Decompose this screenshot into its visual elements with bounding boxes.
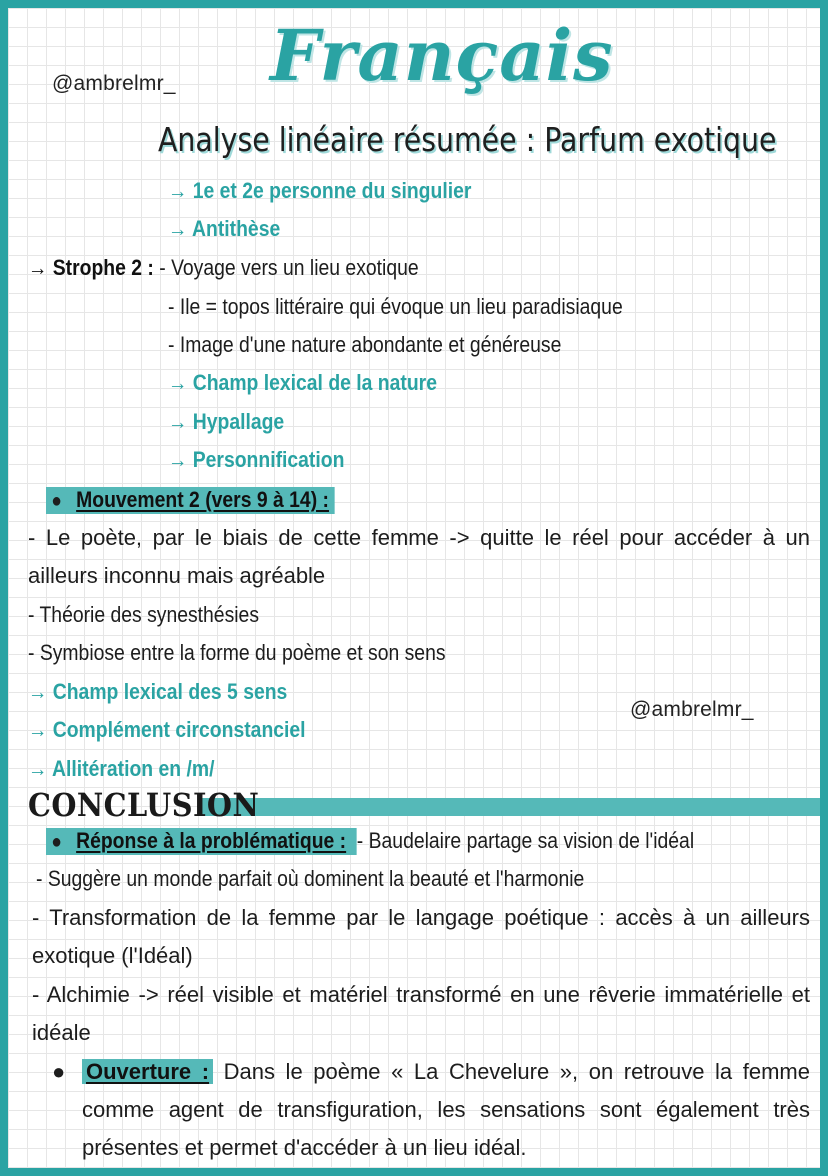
list-item: - Ile = topos littéraire qui évoque un lieu paradisiaque [168, 294, 623, 319]
list-item: - Image d'une nature abondante et généreuse [168, 332, 562, 357]
paragraph: - Transformation de la femme par le langage poétique : accès à un ailleurs exotique (l'Idéal) [32, 905, 810, 968]
figure-item: → Antithèse [168, 216, 281, 241]
paragraph: - Le poète, par le biais de cette femme -> quitte le réel pour accéder à un ailleurs inconnu mais agréable [28, 525, 810, 588]
movement-2-heading [46, 481, 334, 520]
reponse-line [46, 822, 694, 861]
paragraph: - Alchimie -> réel visible et matériel transformé en une rêverie immatérielle et idéale [32, 982, 810, 1045]
list-item: - Théorie des synesthésies [28, 602, 260, 627]
ouverture-text: Dans le poème « La Chevelure », on retrouve la femme comme agent de transfiguration, les sensations sont également très présentes et permet d'accéder à un lieu idéal. [82, 1059, 810, 1160]
figure-item: → Champ lexical des 5 sens [28, 679, 288, 704]
page-subtitle: Analyse linéaire résumée : Parfum exotique [158, 120, 777, 159]
section-divider [198, 798, 828, 816]
figure-item: → Personnification [168, 447, 345, 472]
figure-item: → 1e et 2e personne du singulier [168, 178, 472, 203]
reponse-text: - Baudelaire partage sa vision de l'idéal [356, 828, 695, 853]
list-item: - Symbiose entre la forme du poème et son sens [28, 640, 446, 665]
figure-item: → Champ lexical de la nature [168, 370, 437, 395]
strophe-2-first-item: - Voyage vers un lieu exotique [159, 255, 419, 280]
strophe-2-line [28, 249, 419, 287]
author-handle: @ambrelmr_ [52, 72, 176, 95]
bullet-icon: ● [52, 1059, 66, 1084]
strophe-2-label: → Strophe 2 : [28, 255, 154, 280]
figure-item: → Allitération en /m/ [28, 756, 215, 781]
page-title: Français [270, 14, 614, 97]
movement-2-title: Mouvement 2 (vers 9 à 14) : [76, 487, 329, 512]
figure-item: → Complément circonstanciel [28, 717, 306, 742]
ouverture-paragraph [82, 1053, 810, 1167]
bullet-icon: ● [51, 831, 62, 853]
ouverture-label: Ouverture : [86, 1059, 210, 1084]
reponse-label: Réponse à la problématique : [76, 828, 347, 853]
list-item: - Suggère un monde parfait où dominent la beauté et l'harmonie [36, 866, 585, 891]
bullet-icon: ● [51, 490, 62, 512]
author-handle: @ambrelmr_ [630, 698, 754, 721]
conclusion-title: CONCLUSION [28, 786, 260, 824]
figure-item: → Hypallage [168, 409, 285, 434]
